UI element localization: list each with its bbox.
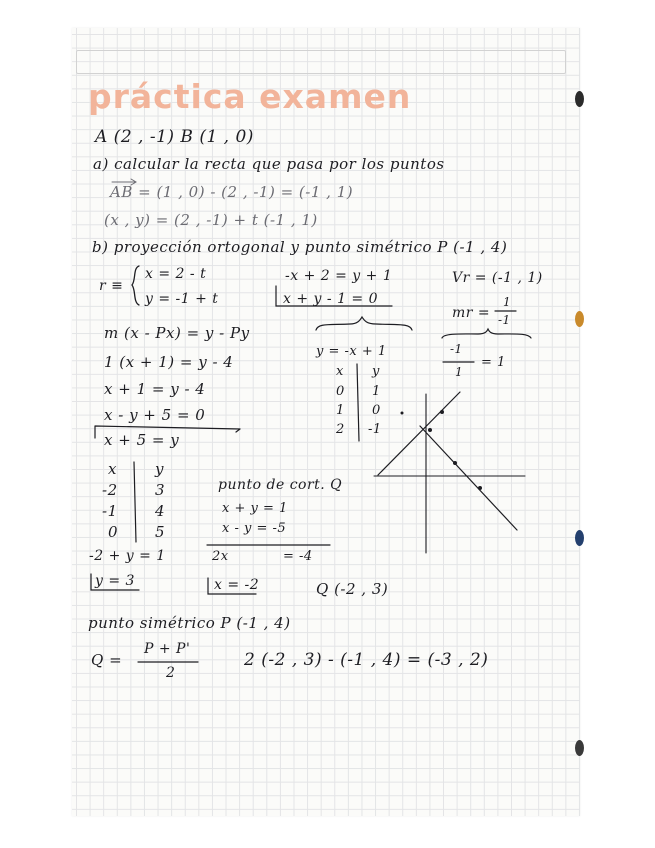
q-formula-numerator: P + P' — [144, 641, 191, 657]
table2-cell: 3 — [155, 481, 166, 499]
slope-denominator: -1 — [498, 313, 511, 327]
table-divider — [357, 364, 359, 441]
graph-line-r — [420, 426, 517, 530]
y-result: y = 3 — [95, 573, 135, 589]
table1-cell: y — [372, 364, 380, 379]
step-4: x + 5 = y — [104, 431, 180, 449]
symmetric-calculation: 2 (-2 , 3) - (-1 , 4) = (-3 , 2) — [244, 650, 489, 670]
eq-general: x + y - 1 = 0 — [283, 291, 379, 307]
table1-cell: 0 — [336, 384, 345, 399]
y-equation: y = -x + 1 — [316, 344, 387, 359]
table2-cell: x — [108, 460, 117, 478]
result-box-mark — [208, 578, 256, 594]
system-eq-2: x - y = -5 — [222, 521, 287, 536]
table2-cell: 5 — [155, 523, 166, 541]
system-eq-1: x + y = 1 — [222, 501, 288, 516]
graph-point — [401, 412, 404, 415]
underline-mark — [95, 426, 240, 438]
vector-arrow-mark — [112, 179, 136, 185]
q-formula-denominator: 2 — [166, 665, 176, 681]
table1-cell: 0 — [372, 403, 381, 418]
point-slope-formula: m (x - Px) = y - Py — [104, 324, 250, 342]
table1-cell: 2 — [336, 422, 345, 437]
equation-box-mark — [276, 286, 392, 306]
points-line: A (2 , -1) B (1 , 0) — [95, 127, 254, 147]
direction-vector: Vr = (-1 , 1) — [452, 270, 543, 286]
table1-cell: 1 — [336, 403, 345, 418]
graph-point — [440, 410, 444, 414]
graph-point — [453, 461, 457, 465]
table2-cell: 4 — [155, 502, 166, 520]
step-1: 1 (x + 1) = y - 4 — [104, 353, 234, 371]
cut-point-label: punto de cort. Q — [218, 477, 343, 493]
result-box-mark — [91, 574, 139, 590]
eq-rearranged: -x + 2 = y + 1 — [285, 268, 393, 284]
graph-point — [478, 486, 482, 490]
x-result: x = -2 — [214, 577, 260, 593]
table1-cell: x — [336, 364, 344, 379]
table2-cell: -1 — [102, 502, 118, 520]
table2-cell: 0 — [108, 523, 119, 541]
part-a-label: a) calcular la recta que pasa por los puntos — [93, 155, 445, 173]
brace-mark — [316, 317, 412, 330]
q-point: Q (-2 , 3) — [316, 580, 389, 598]
table-divider — [134, 462, 136, 542]
system-sum-right: = -4 — [283, 549, 313, 564]
perp-denominator: 1 — [455, 365, 464, 379]
page-title: práctica examen — [88, 77, 412, 116]
ab-vector-line: AB = (1 , 0) - (2 , -1) = (-1 , 1) — [110, 183, 354, 201]
step-2: x + 1 = y - 4 — [104, 380, 206, 398]
system-brace — [132, 266, 139, 305]
symmetric-label: punto simétrico P (-1 , 4) — [88, 614, 291, 632]
perp-numerator: -1 — [450, 342, 463, 356]
brace-mark — [442, 329, 531, 338]
slope-numerator: 1 — [503, 295, 512, 309]
r-y-equation: y = -1 + t — [145, 291, 219, 307]
table2-cell: -2 — [102, 481, 118, 499]
system-sum-left: 2x — [212, 549, 229, 564]
table1-cell: 1 — [372, 384, 381, 399]
part-b-label: b) proyección ortogonal y punto simétrico P (-1 , 4) — [92, 238, 508, 256]
step-3: x - y + 5 = 0 — [104, 406, 206, 424]
graph-point — [428, 428, 432, 432]
param-equation: (x , y) = (2 , -1) + t (-1 , 1) — [104, 211, 318, 229]
table1-cell: -1 — [368, 422, 382, 437]
r-x-equation: x = 2 - t — [145, 266, 207, 282]
perp-result: = 1 — [481, 355, 506, 370]
r-prefix: r ≡ — [99, 278, 124, 294]
graph-line-perpendicular — [378, 392, 460, 475]
slope-label: mr = — [452, 305, 491, 321]
table2-cell: y — [155, 460, 164, 478]
substitution-eq: -2 + y = 1 — [89, 548, 166, 564]
q-formula-prefix: Q = — [91, 651, 123, 669]
